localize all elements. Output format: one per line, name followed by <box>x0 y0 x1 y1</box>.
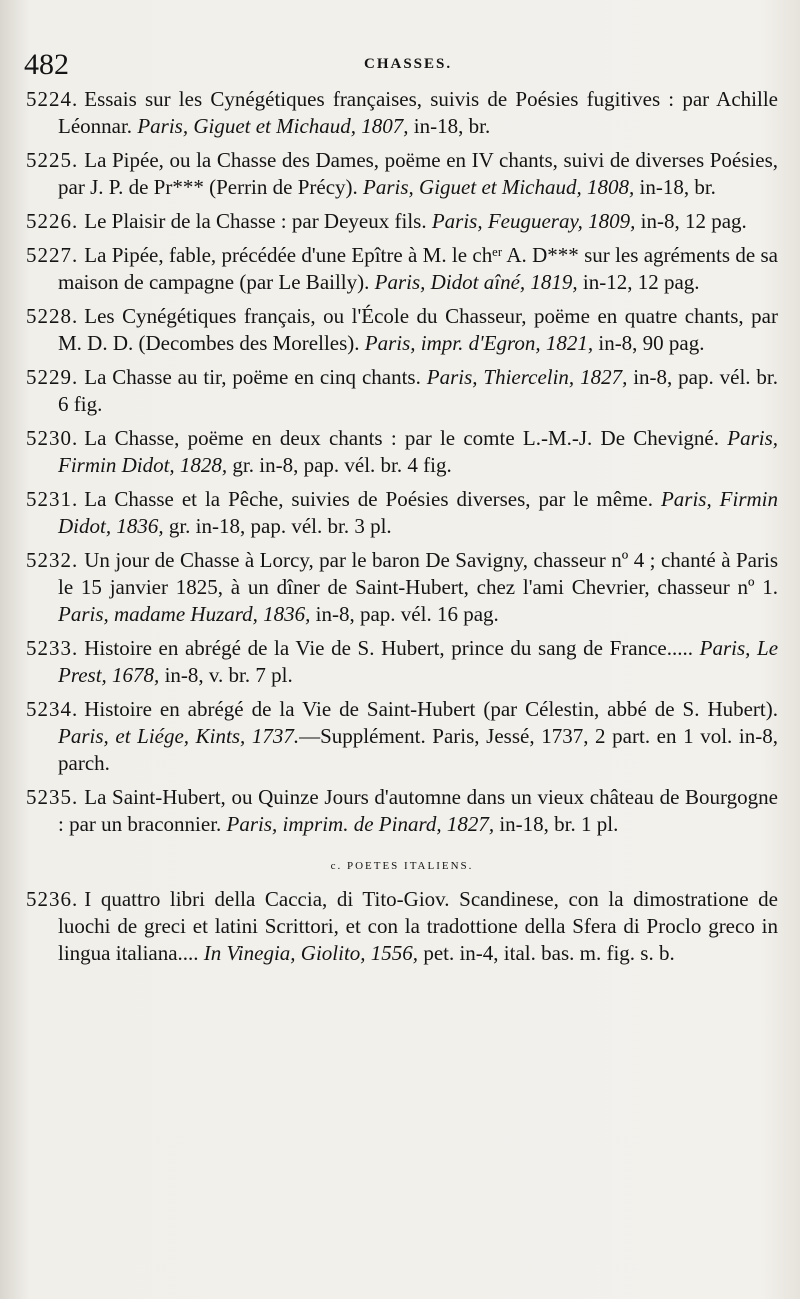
catalog-entry <box>26 547 778 628</box>
entry-number: 5228. <box>26 304 79 328</box>
entry-number: 5225. <box>26 148 79 172</box>
entry-number: 5236. <box>26 887 79 911</box>
entry-publisher: Paris, Giguet et Michaud, 1808, <box>363 175 635 199</box>
entry-title: La Chasse, poëme en deux chants : par le comte L.-M.-J. De Chevigné. <box>84 426 719 450</box>
entry-title: La Chasse et la Pêche, suivies de Poésies diverses, par le même. <box>84 487 653 511</box>
catalog-entry <box>26 86 778 140</box>
entry-format: gr. in-8, pap. vél. br. 4 fig. <box>232 453 452 477</box>
entry-publisher: Paris, imprim. de Pinard, 1827, <box>226 812 495 836</box>
entry-title: I quattro libri della Caccia, di Tito-Giov. Scandinese, con la dimostratione de luochi de greci et latini Scrittori, et con la tradottione della Sfera di Proclo greco in lingua italiana.... <box>58 887 778 965</box>
entry-publisher: Paris, Feugueray, 1809, <box>431 209 636 233</box>
entry-number: 5235. <box>26 785 79 809</box>
catalog-entry <box>26 364 778 418</box>
entry-format: gr. in-18, pap. vél. br. 3 pl. <box>168 514 392 538</box>
entry-publisher: Paris, impr. d'Egron, 1821, <box>364 331 594 355</box>
catalog-entries <box>26 86 778 974</box>
entry-number: 5226. <box>26 209 79 233</box>
catalog-entry <box>26 208 778 235</box>
entry-title: La Pipée, ou la Chasse des Dames, poëme en IV chants, suivi de diverses Poésies, par J. P. de Pr*** (Perrin de Précy). <box>58 148 778 199</box>
entry-title: Les Cynégétiques français, ou l'École du Chasseur, poëme en quatre chants, par M. D. D. (Decombes des Morelles). <box>58 304 778 355</box>
entry-format: in-12, 12 pag. <box>582 270 700 294</box>
catalog-entry <box>26 242 778 296</box>
entry-format: in-18, br. 1 pl. <box>499 812 619 836</box>
entry-publisher: Paris, Didot aîné, 1819, <box>374 270 578 294</box>
entry-format: in-8, pap. vél. br. 6 fig. <box>58 365 779 416</box>
entry-publisher: Paris, Le Prest, 1678, <box>58 636 779 687</box>
entry-number: 5233. <box>26 636 79 660</box>
entry-number: 5234. <box>26 697 79 721</box>
running-title: CHASSES. <box>364 56 453 72</box>
entry-publisher: Paris, Firmin Didot, 1828, <box>58 426 779 477</box>
catalog-entry <box>26 635 778 689</box>
entry-title: Un jour de Chasse à Lorcy, par le baron De Savigny, chasseur nº 4 ; chanté à Paris le 15 janvier 1825, à un dîner de Saint-Hubert, chez l'ami Chevrier, chasseur nº 1. <box>58 548 778 599</box>
section-heading: c. POETES ITALIENS. <box>330 860 474 872</box>
entry-number: 5231. <box>26 487 79 511</box>
entry-format: in-8, 90 pag. <box>598 331 705 355</box>
entry-title: Histoire en abrégé de la Vie de Saint-Hubert (par Célestin, abbé de S. Hubert). <box>84 697 778 721</box>
entry-number: 5229. <box>26 365 79 389</box>
entry-title: Le Plaisir de la Chasse : par Deyeux fils. <box>84 209 427 233</box>
entry-format: in-18, br. <box>413 114 491 138</box>
catalog-entry <box>26 784 778 838</box>
entry-title: La Chasse au tir, poëme en cinq chants. <box>84 365 421 389</box>
entry-title: La Saint-Hubert, ou Quinze Jours d'automne dans un vieux château de Bourgogne : par un braconnier. <box>58 785 778 836</box>
entry-title: La Pipée, fable, précédée d'une Epître à M. le chᵉʳ A. D*** sur les agréments de sa maison de campagne (par Le Bailly). <box>58 243 778 294</box>
catalog-entry <box>26 303 778 357</box>
entry-format: in-18, br. <box>639 175 716 199</box>
entry-format: —Supplément. Paris, Jessé, 1737, 2 part. en 1 vol. in-8, parch. <box>58 724 778 775</box>
entry-format: in-8, pap. vél. 16 pag. <box>315 602 499 626</box>
entry-format: in-8, v. br. 7 pl. <box>164 663 293 687</box>
entry-publisher: Paris, Giguet et Michaud, 1807, <box>137 114 409 138</box>
catalog-entry <box>26 486 778 540</box>
catalog-entry <box>26 886 778 967</box>
catalog-entry <box>26 696 778 777</box>
page-number: 482 <box>24 48 69 81</box>
entry-title: Essais sur les Cynégétiques françaises, suivis de Poésies fugitives : par Achille Léonnar. <box>58 87 778 138</box>
entry-publisher: Paris, Thiercelin, 1827, <box>426 365 628 389</box>
entry-publisher: Paris, madame Huzard, 1836, <box>58 602 311 626</box>
entry-number: 5224. <box>26 87 79 111</box>
entry-number: 5227. <box>26 243 79 267</box>
entry-publisher: Paris, et Liége, Kints, 1737. <box>58 724 300 748</box>
entry-publisher: In Vinegia, Giolito, 1556, <box>203 941 419 965</box>
entry-format: in-8, 12 pag. <box>640 209 747 233</box>
entry-format: pet. in-4, ital. bas. m. fig. s. b. <box>423 941 675 965</box>
catalog-entry <box>26 147 778 201</box>
entry-title: Histoire en abrégé de la Vie de S. Hubert, prince du sang de France..... <box>84 636 693 660</box>
catalog-entry <box>26 425 778 479</box>
entry-publisher: Paris, Firmin Didot, 1836, <box>58 487 779 538</box>
entry-number: 5232. <box>26 548 79 572</box>
entry-number: 5230. <box>26 426 79 450</box>
